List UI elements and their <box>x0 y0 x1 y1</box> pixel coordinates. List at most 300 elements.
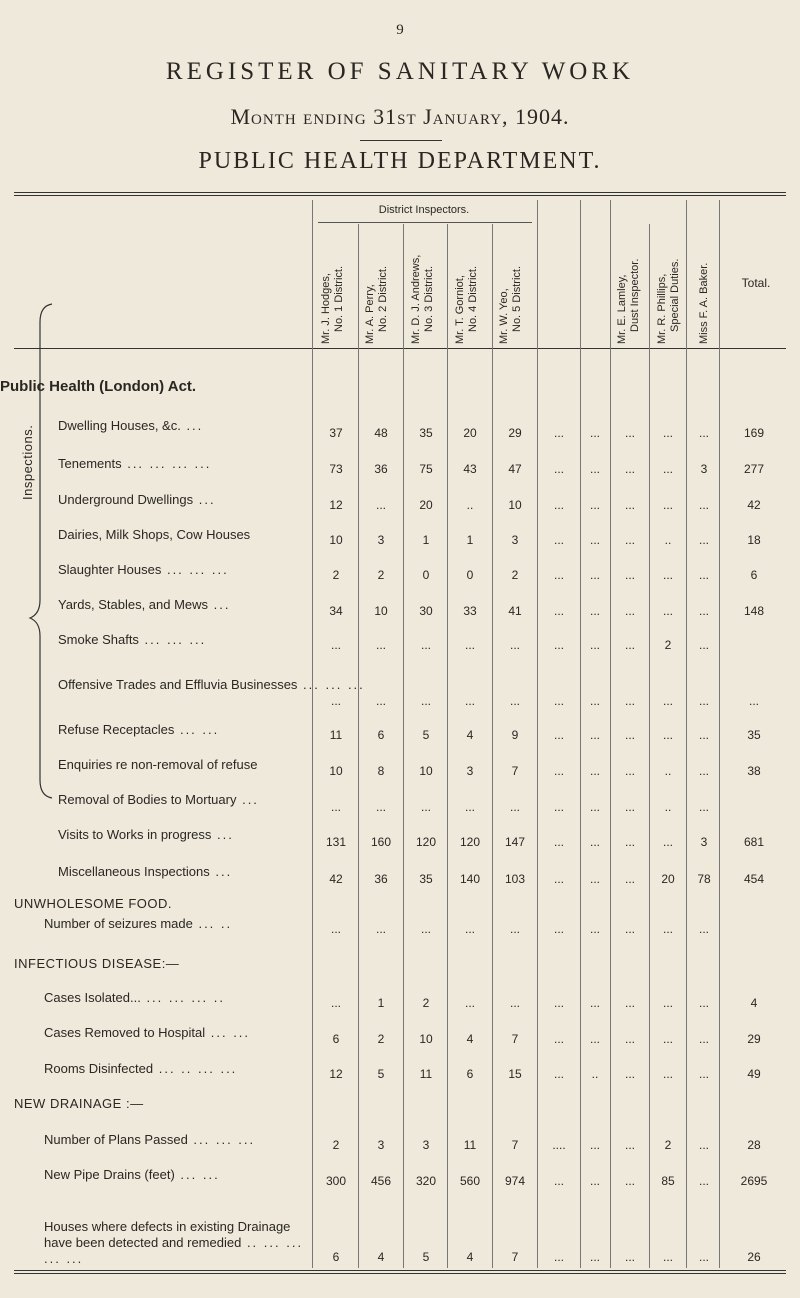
table-cell: ... <box>553 1067 564 1081</box>
row-label-text: Slaughter Houses <box>58 562 162 577</box>
row-label <box>44 1132 310 1147</box>
table-cell: 140 <box>459 872 481 886</box>
table-cell: 3 <box>700 462 708 476</box>
row-label-text: Cases Isolated... <box>44 990 141 1005</box>
table-cell: ... <box>589 694 600 708</box>
table-cell: ... <box>698 1032 709 1046</box>
table-cell: ... <box>509 800 520 814</box>
table-cell: 33 <box>463 604 477 618</box>
table-cell: 3 <box>422 1138 430 1152</box>
table-cell: ... <box>553 533 564 547</box>
table-cell: 2 <box>511 568 519 582</box>
table-cell: ... <box>624 426 635 440</box>
table-cell: 131 <box>325 835 347 849</box>
table-cell: ... <box>420 922 431 936</box>
table-cell: ... <box>553 728 564 742</box>
table-cell: ... <box>662 1032 673 1046</box>
table-cell: 120 <box>415 835 437 849</box>
total-cell: 148 <box>743 604 765 618</box>
row-label <box>58 757 310 772</box>
table-cell: 0 <box>466 568 474 582</box>
table-cell: ... <box>330 638 341 652</box>
table-cell: .. <box>664 800 672 814</box>
table-cell: 20 <box>463 426 477 440</box>
row-label <box>58 864 310 879</box>
inspections-side-label: Inspections. <box>20 424 35 500</box>
row-label <box>58 456 310 471</box>
column-header: Mr. W. Yeo, No. 5 District. <box>498 265 523 344</box>
table-cell: ... <box>624 800 635 814</box>
table-cell: 2 <box>664 1138 672 1152</box>
table-cell: ... <box>509 694 520 708</box>
table-cell: 15 <box>508 1067 522 1081</box>
row-label <box>44 1061 310 1076</box>
table-cell: ... <box>553 498 564 512</box>
row-label-text: Removal of Bodies to Mortuary <box>58 792 237 807</box>
table-cell: 320 <box>415 1174 437 1188</box>
table-cell: ... <box>662 1250 673 1264</box>
table-cell: 10 <box>329 533 343 547</box>
row-label-text: Refuse Receptacles <box>58 722 175 737</box>
leader-dots: ... ... ... <box>138 632 207 647</box>
row-label-text: Visits to Works in progress <box>58 827 212 842</box>
column-header: Mr. R. Phillips, Special Duties. <box>656 258 681 344</box>
table-cell: ... <box>589 1250 600 1264</box>
table-cell: ... <box>553 604 564 618</box>
table-cell: ... <box>662 426 673 440</box>
column-header: Mr. J. Hodges, No. 1 District. <box>320 265 345 344</box>
leader-dots: ... <box>193 492 216 507</box>
row-label-text: Smoke Shafts <box>58 632 139 647</box>
row-label <box>58 418 310 433</box>
row-label <box>58 722 310 737</box>
table-cell: ... <box>624 872 635 886</box>
table-cell: .. <box>466 498 474 512</box>
table-cell: 2 <box>377 568 385 582</box>
table-cell: ... <box>553 800 564 814</box>
table-cell: ... <box>698 1067 709 1081</box>
table-cell: ... <box>624 1067 635 1081</box>
table-cell: ... <box>464 996 475 1010</box>
table-cell: 20 <box>419 498 433 512</box>
row-label-text: Offensive Trades and Effluvia Businesses <box>58 677 298 692</box>
table-cell: 9 <box>511 728 519 742</box>
table-cell: ... <box>589 1138 600 1152</box>
department-title: PUBLIC HEALTH DEPARTMENT. <box>198 148 602 174</box>
table-cell: ... <box>624 835 635 849</box>
total-cell: 2695 <box>740 1174 768 1188</box>
table-cell: 11 <box>463 1138 477 1152</box>
table-cell: 43 <box>463 462 477 476</box>
register-subtitle: Month ending 31st January, 1904. <box>230 104 570 129</box>
row-label-text: Houses where defects in existing Drainage have been detected and remedied <box>44 1219 291 1250</box>
table-cell: 2 <box>332 1138 340 1152</box>
table-cell: .. <box>664 764 672 778</box>
section-title: INFECTIOUS DISEASE:— <box>14 956 180 971</box>
column-divider <box>649 224 650 1268</box>
table-cell: 7 <box>511 1032 519 1046</box>
leader-dots: ... ... <box>205 1025 251 1040</box>
table-cell: ... <box>589 498 600 512</box>
table-cell: 42 <box>329 872 343 886</box>
table-cell: ... <box>589 1032 600 1046</box>
total-cell: 38 <box>747 764 761 778</box>
table-cell: 560 <box>459 1174 481 1188</box>
table-cell: ... <box>662 694 673 708</box>
register-title: REGISTER OF SANITARY WORK <box>165 58 635 85</box>
table-cell: ... <box>624 1138 635 1152</box>
row-label <box>58 597 310 612</box>
table-cell: 11 <box>419 1067 433 1081</box>
table-top-rule-2 <box>14 195 786 196</box>
table-cell: 30 <box>419 604 433 618</box>
leader-dots: ... ... ... .. <box>140 990 226 1005</box>
table-cell: ... <box>698 728 709 742</box>
table-cell: ... <box>589 533 600 547</box>
table-cell: 73 <box>329 462 343 476</box>
table-cell: ... <box>464 800 475 814</box>
row-label-text: Number of Plans Passed <box>44 1132 188 1147</box>
total-cell: 4 <box>750 996 758 1010</box>
table-cell: ... <box>330 996 341 1010</box>
column-header: Mr. T. Gorniot, No. 4 District. <box>454 265 479 344</box>
table-cell: 10 <box>508 498 522 512</box>
table-cell: ... <box>589 462 600 476</box>
row-label-text: Yards, Stables, and Mews <box>58 597 209 612</box>
table-cell: ... <box>553 694 564 708</box>
table-cell: 7 <box>511 1250 519 1264</box>
table-cell: ... <box>589 638 600 652</box>
table-cell: 6 <box>466 1067 474 1081</box>
table-cell: ... <box>624 638 635 652</box>
leader-dots: ... ... ... <box>297 677 365 692</box>
table-cell: 41 <box>508 604 522 618</box>
table-cell: 37 <box>329 426 343 440</box>
table-cell: 35 <box>419 426 433 440</box>
leader-dots: ... ... ... <box>187 1132 256 1147</box>
table-cell: 103 <box>504 872 526 886</box>
table-cell: 4 <box>466 1250 474 1264</box>
table-cell: 10 <box>329 764 343 778</box>
section-title: Public Health (London) Act. <box>0 378 197 395</box>
table-cell: 34 <box>329 604 343 618</box>
column-header: Miss F. A. Baker. <box>698 262 710 344</box>
table-cell: 1 <box>422 533 430 547</box>
table-cell: ... <box>698 533 709 547</box>
row-label <box>58 792 310 807</box>
row-label <box>44 1167 310 1182</box>
table-cell: 29 <box>508 426 522 440</box>
row-label-text: Dwelling Houses, &c. <box>58 418 181 433</box>
table-cell: ... <box>589 800 600 814</box>
row-label-text: Miscellaneous Inspections <box>58 864 210 879</box>
row-label <box>44 1025 310 1040</box>
table-cell: ... <box>662 996 673 1010</box>
table-cell: ... <box>698 764 709 778</box>
header-bottom-rule <box>14 348 786 349</box>
table-cell: ... <box>624 498 635 512</box>
row-label-text: New Pipe Drains (feet) <box>44 1167 175 1182</box>
table-cell: ... <box>553 426 564 440</box>
table-cell: ... <box>698 800 709 814</box>
table-cell: ... <box>624 533 635 547</box>
table-cell: ... <box>589 922 600 936</box>
table-cell: ... <box>698 638 709 652</box>
table-cell: 3 <box>700 835 708 849</box>
row-label <box>44 990 310 1005</box>
table-cell: ... <box>698 1250 709 1264</box>
table-cell: .... <box>552 1138 566 1152</box>
row-label <box>58 827 310 842</box>
table-cell: ... <box>464 638 475 652</box>
table-cell: 6 <box>332 1032 340 1046</box>
total-cell: 28 <box>747 1138 761 1152</box>
table-cell: ... <box>589 872 600 886</box>
row-label-text: Cases Removed to Hospital <box>44 1025 206 1040</box>
table-cell: ... <box>624 1032 635 1046</box>
table-cell: 47 <box>508 462 522 476</box>
column-divider <box>312 200 313 1268</box>
page-number: 9 <box>396 22 404 38</box>
table-cell: ... <box>464 694 475 708</box>
table-cell: 300 <box>325 1174 347 1188</box>
table-cell: 78 <box>697 872 711 886</box>
table-cell: ... <box>698 1174 709 1188</box>
table-cell: 7 <box>511 1138 519 1152</box>
table-cell: ... <box>662 462 673 476</box>
table-cell: 3 <box>377 533 385 547</box>
total-cell: 6 <box>750 568 758 582</box>
table-cell: ... <box>624 728 635 742</box>
table-cell: ... <box>662 498 673 512</box>
total-cell: 681 <box>743 835 765 849</box>
table-cell: 11 <box>329 728 343 742</box>
table-cell: ... <box>330 922 341 936</box>
table-cell: ... <box>662 1067 673 1081</box>
table-cell: ... <box>553 462 564 476</box>
row-label <box>58 492 310 507</box>
table-cell: .. <box>664 533 672 547</box>
leader-dots: .. ... ... ... ... <box>44 1235 304 1266</box>
total-cell: 26 <box>747 1250 761 1264</box>
total-cell: 29 <box>747 1032 761 1046</box>
table-cell: ... <box>624 996 635 1010</box>
column-divider <box>403 224 404 1268</box>
inspections-brace <box>28 302 56 802</box>
table-cell: 1 <box>466 533 474 547</box>
table-cell: ... <box>420 638 431 652</box>
row-label <box>58 677 365 692</box>
table-cell: ... <box>330 694 341 708</box>
table-cell: 35 <box>419 872 433 886</box>
table-cell: 3 <box>511 533 519 547</box>
title-rule <box>360 140 442 141</box>
table-cell: 120 <box>459 835 481 849</box>
table-cell: ... <box>553 764 564 778</box>
table-cell: ... <box>624 604 635 618</box>
table-cell: 4 <box>466 728 474 742</box>
group-header: District Inspectors. <box>378 204 470 216</box>
total-cell: ... <box>748 694 759 708</box>
table-cell: 6 <box>332 1250 340 1264</box>
table-cell: ... <box>698 922 709 936</box>
table-cell: ... <box>420 694 431 708</box>
table-cell: 0 <box>422 568 430 582</box>
table-cell: 4 <box>466 1032 474 1046</box>
table-cell: ... <box>375 498 386 512</box>
leader-dots: ... <box>236 792 259 807</box>
table-cell: ... <box>698 426 709 440</box>
row-label <box>58 632 310 647</box>
table-cell: ... <box>420 800 431 814</box>
table-cell: ... <box>464 922 475 936</box>
leader-dots: ... <box>180 418 204 433</box>
row-label <box>44 916 310 931</box>
table-cell: 2 <box>332 568 340 582</box>
table-cell: 3 <box>377 1138 385 1152</box>
row-label-text: Dairies, Milk Shops, Cow Houses <box>58 527 251 542</box>
column-divider <box>358 224 359 1268</box>
table-cell: ... <box>375 800 386 814</box>
total-column-header: Total. <box>741 276 771 290</box>
table-cell: 12 <box>329 498 343 512</box>
table-cell: ... <box>662 568 673 582</box>
table-cell: ... <box>553 996 564 1010</box>
table-cell: ... <box>509 638 520 652</box>
table-cell: 2 <box>664 638 672 652</box>
table-cell: 36 <box>374 872 388 886</box>
table-cell: ... <box>624 694 635 708</box>
table-cell: ... <box>553 1174 564 1188</box>
table-cell: 85 <box>661 1174 675 1188</box>
total-cell: 18 <box>747 533 761 547</box>
table-cell: 12 <box>329 1067 343 1081</box>
table-cell: ... <box>589 604 600 618</box>
table-cell: 20 <box>661 872 675 886</box>
table-cell: ... <box>553 1250 564 1264</box>
leader-dots: ... ... <box>174 1167 220 1182</box>
table-cell: 36 <box>374 462 388 476</box>
table-cell: ... <box>553 872 564 886</box>
table-cell: ... <box>589 764 600 778</box>
table-cell: ... <box>589 996 600 1010</box>
table-cell: 1 <box>377 996 385 1010</box>
table-cell: 160 <box>370 835 392 849</box>
table-cell: 7 <box>511 764 519 778</box>
table-cell: ... <box>553 638 564 652</box>
table-cell: ... <box>375 694 386 708</box>
table-cell: ... <box>624 1174 635 1188</box>
row-label-text: Rooms Disinfected <box>44 1061 154 1076</box>
table-cell: ... <box>624 462 635 476</box>
table-top-rule <box>14 192 786 193</box>
total-cell: 42 <box>747 498 761 512</box>
row-label <box>58 562 310 577</box>
leader-dots: ... ... ... <box>161 562 229 577</box>
table-cell: ... <box>589 1174 600 1188</box>
table-cell: ... <box>698 568 709 582</box>
table-cell: ... <box>589 426 600 440</box>
table-cell: ... <box>698 996 709 1010</box>
table-cell: 6 <box>377 728 385 742</box>
table-cell: ... <box>589 568 600 582</box>
group-header-rule <box>318 222 532 223</box>
table-cell: ... <box>662 604 673 618</box>
leader-dots: ... <box>208 597 231 612</box>
table-cell: 75 <box>419 462 433 476</box>
table-cell: ... <box>589 728 600 742</box>
row-label <box>58 527 310 542</box>
table-cell: ... <box>662 922 673 936</box>
table-cell: ... <box>662 835 673 849</box>
table-cell: ... <box>624 1250 635 1264</box>
leader-dots: ... .. <box>192 916 233 931</box>
table-cell: ... <box>662 728 673 742</box>
section-title: UNWHOLESOME FOOD. <box>14 896 173 911</box>
table-cell: 8 <box>377 764 385 778</box>
table-cell: ... <box>698 1138 709 1152</box>
table-bottom-rule <box>14 1270 786 1271</box>
column-divider <box>492 224 493 1268</box>
leader-dots: ... .. ... ... <box>153 1061 238 1076</box>
table-cell: ... <box>330 800 341 814</box>
row-label-text: Number of seizures made <box>44 916 193 931</box>
column-header: Mr. A. Perry, No. 2 District. <box>364 265 389 344</box>
table-cell: ... <box>375 922 386 936</box>
table-cell: 5 <box>422 728 430 742</box>
table-cell: ... <box>624 568 635 582</box>
table-cell: 10 <box>419 764 433 778</box>
table-cell: ... <box>698 694 709 708</box>
section-title: NEW DRAINAGE :— <box>14 1096 144 1111</box>
leader-dots: ... ... <box>174 722 220 737</box>
table-cell: 10 <box>374 604 388 618</box>
table-cell: ... <box>509 922 520 936</box>
leader-dots: ... <box>211 827 234 842</box>
table-cell: ... <box>698 498 709 512</box>
table-cell: ... <box>624 764 635 778</box>
table-cell: 5 <box>377 1067 385 1081</box>
table-cell: ... <box>698 604 709 618</box>
total-cell: 454 <box>743 872 765 886</box>
table-cell: 10 <box>419 1032 433 1046</box>
table-cell: 4 <box>377 1250 385 1264</box>
table-cell: ... <box>553 835 564 849</box>
row-label-text: Underground Dwellings <box>58 492 194 507</box>
leader-dots: ... <box>209 864 233 879</box>
table-cell: ... <box>553 568 564 582</box>
total-cell: 49 <box>747 1067 761 1081</box>
table-cell: 456 <box>370 1174 392 1188</box>
table-cell: ... <box>553 922 564 936</box>
table-cell: 2 <box>422 996 430 1010</box>
table-cell: 147 <box>504 835 526 849</box>
total-cell: 277 <box>743 462 765 476</box>
table-cell: 5 <box>422 1250 430 1264</box>
table-cell: .. <box>591 1067 599 1081</box>
table-cell: 3 <box>466 764 474 778</box>
column-divider <box>447 224 448 1268</box>
row-label-text: Tenements <box>58 456 122 471</box>
column-header: Mr. E. Lamley, Dust Inspector. <box>616 258 641 344</box>
total-cell: 35 <box>747 728 761 742</box>
column-header: Mr. D. J. Andrews, No. 3 District. <box>410 254 435 344</box>
table-cell: 2 <box>377 1032 385 1046</box>
table-cell: ... <box>624 922 635 936</box>
table-cell: 48 <box>374 426 388 440</box>
table-cell: ... <box>375 638 386 652</box>
table-cell: ... <box>509 996 520 1010</box>
